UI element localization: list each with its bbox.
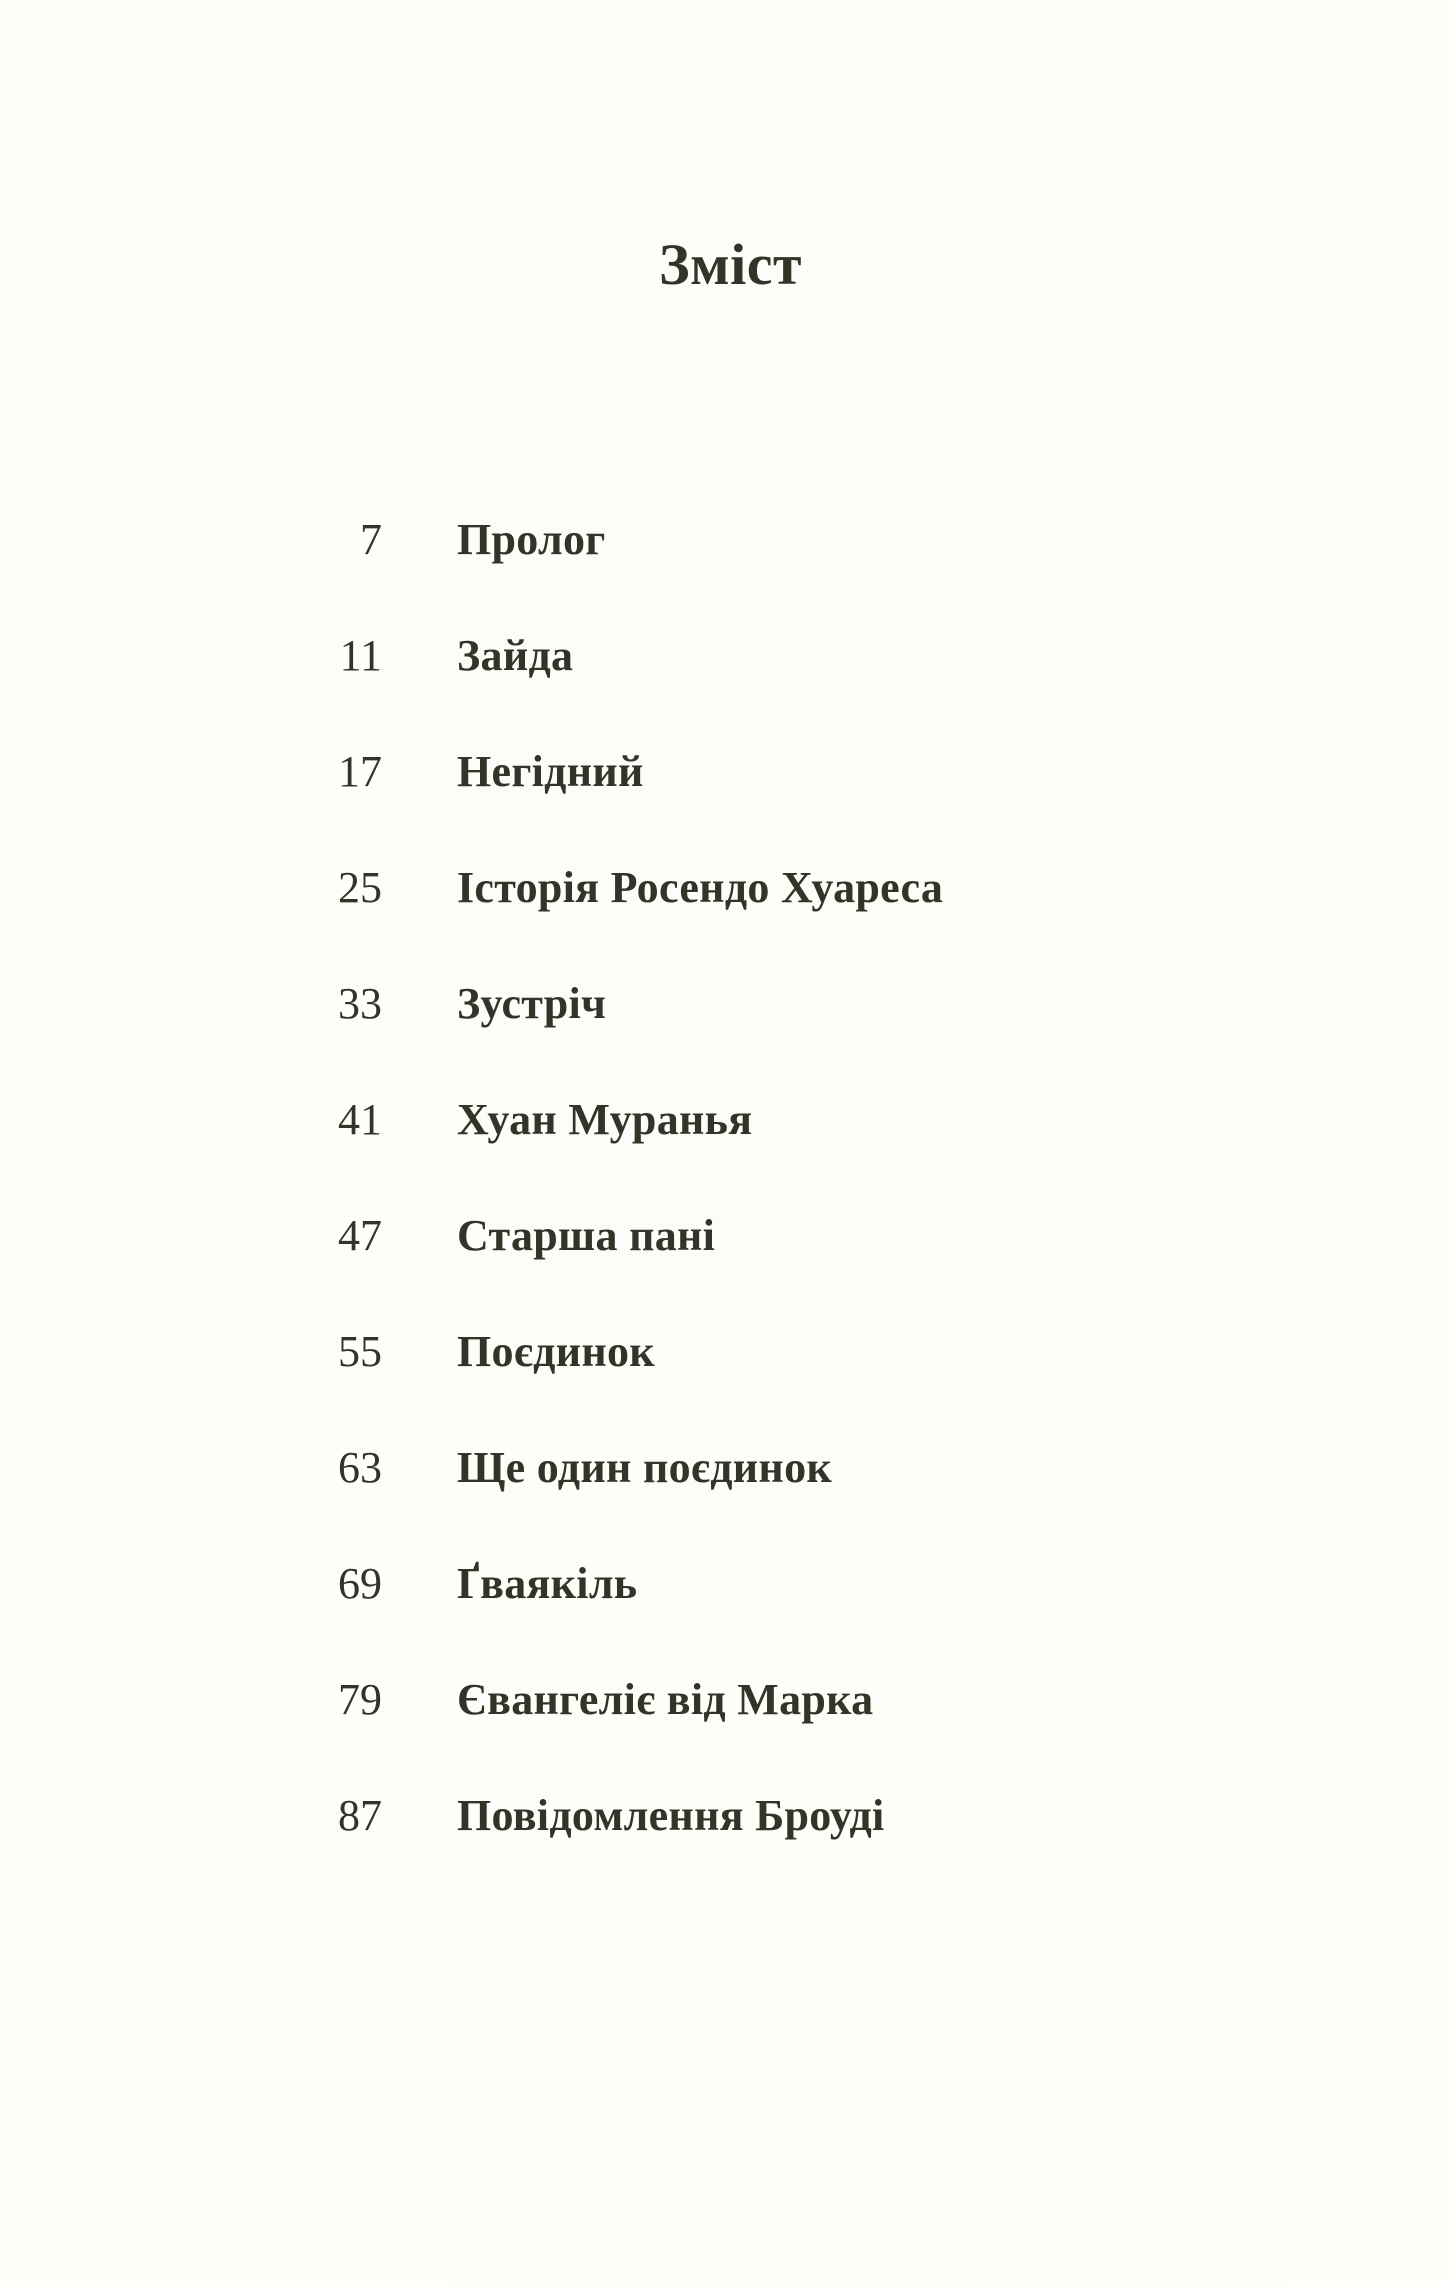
toc-page-number: 79 (338, 1675, 382, 1724)
toc-chapter-title: Пролог (457, 515, 606, 564)
toc-page-number: 33 (338, 979, 382, 1028)
toc-chapter-title: Зустріч (457, 979, 607, 1028)
toc-page-number: 17 (338, 747, 382, 796)
toc-entry (0, 1786, 1451, 1846)
toc-chapter-title: Ще один поєдинок (457, 1443, 833, 1492)
toc-chapter-title: Ґваякіль (457, 1559, 638, 1608)
toc-entry (0, 1670, 1451, 1730)
toc-chapter-title: Повідомлення Броуді (457, 1791, 885, 1840)
toc-chapter-title: Негідний (457, 747, 644, 796)
toc-entry (0, 626, 1451, 686)
toc-entry (0, 1206, 1451, 1266)
page-title: Зміст (659, 232, 802, 297)
toc-entry (0, 858, 1451, 918)
toc-chapter-title: Євангеліє від Марка (457, 1675, 874, 1724)
toc-page-number: 47 (338, 1211, 382, 1260)
toc-entry (0, 1090, 1451, 1150)
toc-page-number: 41 (338, 1095, 382, 1144)
toc-chapter-title: Зайда (457, 631, 574, 680)
toc-entry (0, 1554, 1451, 1614)
toc-page-number: 69 (338, 1559, 382, 1608)
toc-entry (0, 1438, 1451, 1498)
toc-chapter-title: Старша пані (457, 1211, 716, 1260)
toc-entry (0, 1322, 1451, 1382)
toc-page-number: 55 (338, 1327, 382, 1376)
toc-chapter-title: Поєдинок (457, 1327, 655, 1376)
toc-page-number: 25 (338, 863, 382, 912)
toc-page-number: 11 (339, 631, 382, 680)
toc-chapter-title: Хуан Муранья (457, 1095, 753, 1144)
toc-page-number: 7 (360, 515, 382, 564)
toc-entry (0, 974, 1451, 1034)
toc-entry (0, 510, 1451, 570)
toc-page-number: 63 (338, 1443, 382, 1492)
toc-chapter-title: Історія Росендо Хуареса (457, 863, 944, 912)
toc-entry (0, 742, 1451, 802)
toc-page-number: 87 (338, 1791, 382, 1840)
